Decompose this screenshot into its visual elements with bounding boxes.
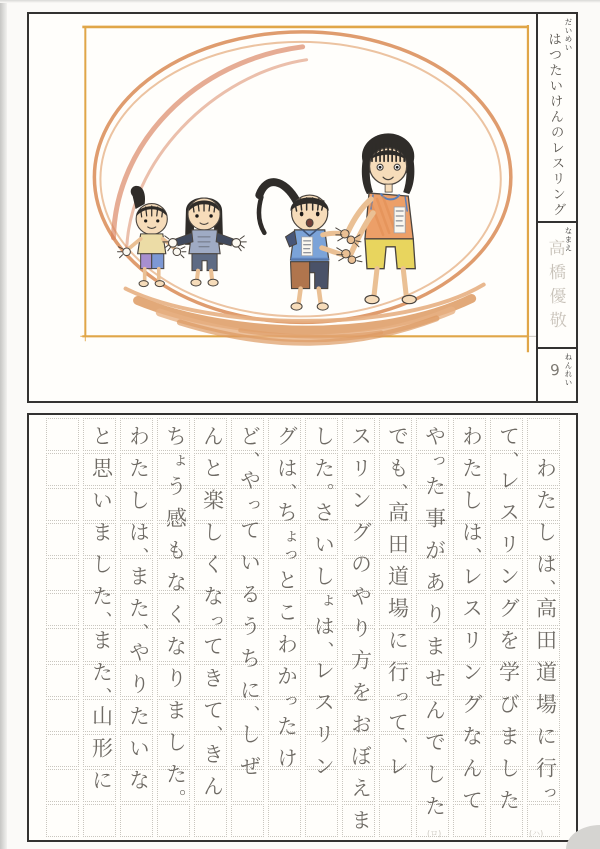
name-value: 高橋優敬	[544, 238, 567, 336]
child-2	[163, 198, 246, 286]
crayon-drawing	[29, 14, 538, 401]
essay-column-text: わたしは、レスリングなんて	[459, 424, 484, 810]
essay-column	[377, 417, 414, 838]
essay-column	[44, 417, 81, 838]
name-field	[538, 223, 576, 349]
essay-column-text: ちょう感もなくなりました。	[163, 424, 188, 807]
age-label: ねんれい	[564, 353, 573, 387]
essay-column-text: スリングのやり方をおぼえま	[348, 424, 373, 830]
essay-column	[340, 417, 377, 838]
essay-column	[414, 417, 451, 838]
essay-column	[155, 417, 192, 838]
essay-column-text	[44, 419, 81, 840]
essay-column	[525, 417, 562, 838]
drawing-canvas	[29, 14, 538, 401]
title-value: はつたいけんのレスリング	[544, 31, 566, 219]
scan-edge-left	[0, 0, 7, 849]
scan-edge-top	[0, 0, 600, 3]
age-value: 9	[545, 360, 565, 380]
essay-column	[192, 417, 229, 838]
essay-column-text: んと楽しくなってきて、きん	[200, 424, 225, 796]
essay-grid	[31, 417, 574, 838]
child-4	[336, 133, 416, 303]
essay-column	[451, 417, 488, 838]
essay-column-text: した。さいしょは、レスリン	[311, 424, 336, 776]
essay-column	[229, 417, 266, 838]
footer-mark-left: (ロ)	[427, 829, 442, 838]
essay-column	[118, 417, 155, 838]
essay-column-text: でも、高田道場に行って、レ	[385, 424, 410, 776]
essay-column	[81, 417, 118, 838]
drawing-section	[27, 12, 578, 403]
title-field	[538, 14, 576, 223]
essay-column-text: ど、やっているうちに、しぜ	[237, 424, 262, 776]
essay-column-text: グは、ちょっとこわかったけ	[274, 424, 299, 768]
info-sidebar	[536, 14, 576, 401]
age-field	[538, 349, 576, 401]
essay-column-text: わたしは、高田道場に行っ	[533, 456, 558, 801]
essay-column	[488, 417, 525, 838]
child-3	[259, 182, 346, 310]
title-label: だいめい	[564, 18, 573, 52]
essay-column-text: わたしは、また、やりたいな	[126, 424, 151, 790]
essay-column-text: と思いました、また、山形に	[89, 424, 114, 790]
footer-mark-right: (ハ)	[529, 829, 544, 838]
essay-column-text: やった事がありませんでした	[422, 424, 447, 816]
essay-column	[266, 417, 303, 838]
essay-section	[27, 413, 578, 842]
essay-column	[303, 417, 340, 838]
name-label: なまえ	[564, 227, 573, 253]
essay-column-text: て、レスリングを学びました	[496, 424, 521, 810]
